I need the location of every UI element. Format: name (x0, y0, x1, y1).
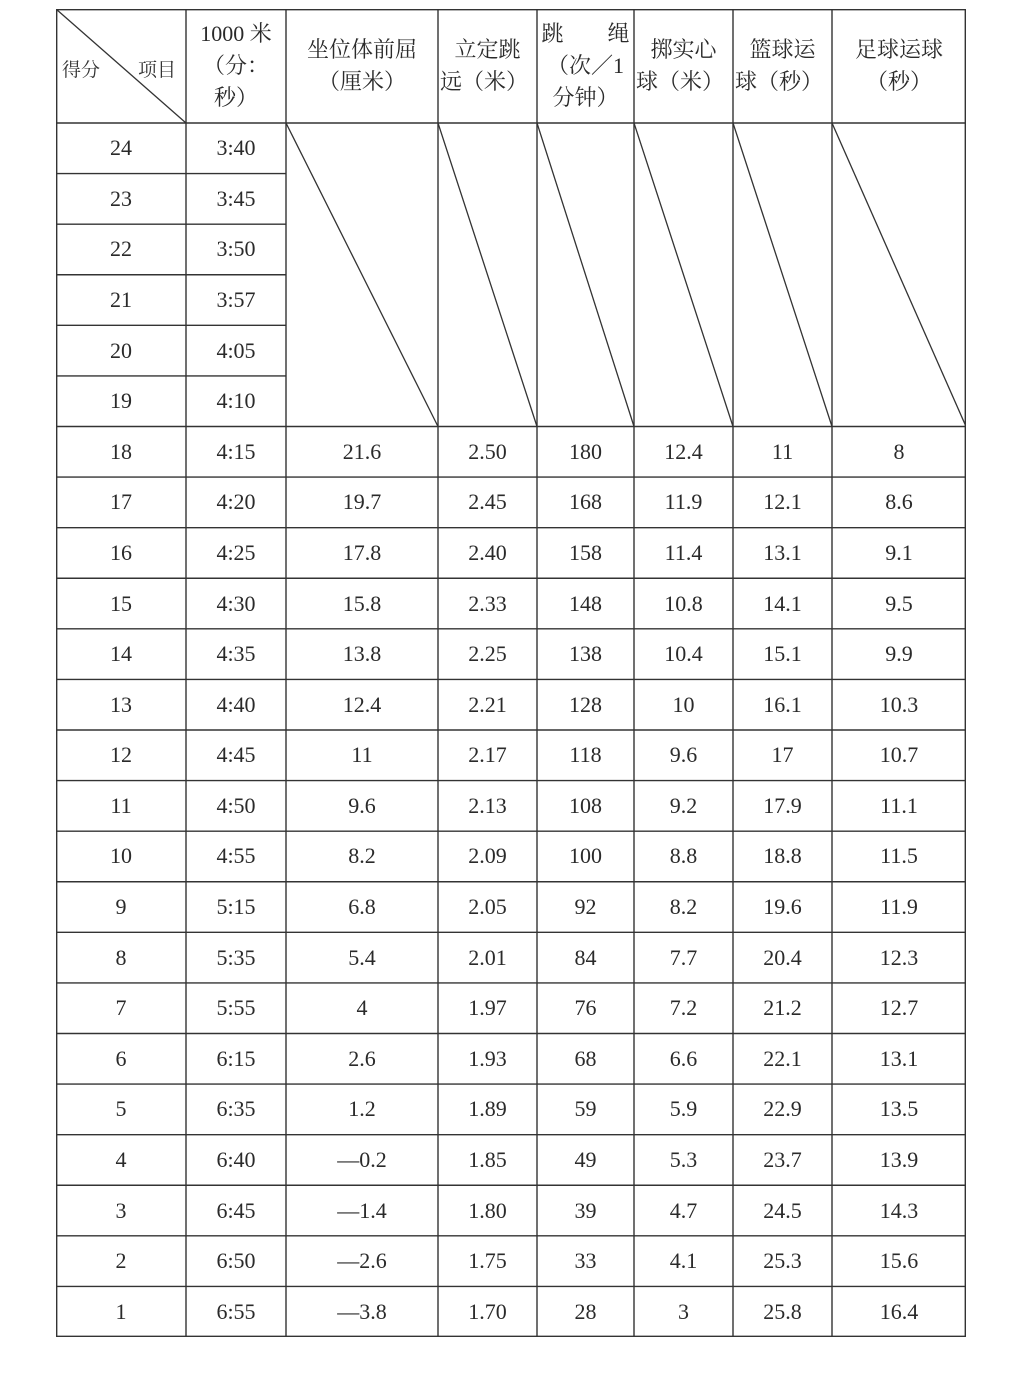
cell-sit-and-reach: —3.8 (337, 1298, 387, 1324)
cell-football-dribble: 15.6 (879, 1248, 919, 1274)
cell-run-1000m: 5:15 (216, 894, 256, 920)
cell-football-dribble: 8.6 (885, 489, 913, 515)
column-header-line: 球（秒） (735, 69, 824, 94)
cell-jump-rope: 128 (569, 691, 602, 717)
cell-football-dribble: 12.7 (879, 995, 919, 1021)
cell-basketball-dribble: 16.1 (763, 691, 802, 717)
column-header-line: （分： (202, 53, 269, 78)
cell-score: 14 (110, 641, 132, 667)
cell-sit-and-reach: 11 (351, 742, 373, 768)
cell-run-1000m: 6:40 (216, 1146, 256, 1172)
cell-standing-long-jump: 2.40 (468, 539, 507, 565)
cell-medicine-ball-throw: 3 (678, 1298, 689, 1324)
cell-football-dribble: 11.9 (880, 894, 918, 920)
cell-standing-long-jump: 2.50 (468, 438, 507, 464)
cell-basketball-dribble: 25.3 (763, 1248, 802, 1274)
cell-football-dribble: 9.5 (885, 590, 913, 616)
cell-score: 7 (115, 995, 127, 1021)
cell-basketball-dribble: 18.8 (763, 843, 802, 869)
cell-standing-long-jump: 1.93 (468, 1045, 507, 1071)
cell-sit-and-reach: 13.8 (342, 641, 382, 667)
cell-jump-rope: 39 (574, 1197, 597, 1223)
cell-jump-rope: 148 (569, 590, 602, 616)
cell-sit-and-reach: 4 (356, 995, 368, 1021)
cell-jump-rope: 59 (574, 1096, 597, 1122)
cell-run-1000m: 3:45 (216, 185, 256, 211)
cell-football-dribble: 8 (893, 438, 905, 464)
cell-football-dribble: 13.9 (879, 1146, 919, 1172)
cell-sit-and-reach: 6.8 (348, 894, 376, 920)
cell-medicine-ball-throw: 7.2 (669, 995, 698, 1021)
cell-jump-rope: 108 (569, 792, 602, 818)
cell-standing-long-jump: 2.17 (468, 742, 507, 768)
cell-sit-and-reach: 2.6 (348, 1045, 376, 1071)
cell-standing-long-jump: 1.75 (468, 1248, 507, 1274)
cell-run-1000m: 4:05 (216, 337, 256, 363)
cell-standing-long-jump: 1.80 (468, 1197, 507, 1223)
cell-basketball-dribble: 17 (771, 742, 794, 768)
corner-label-score: 得分 (62, 59, 101, 81)
cell-score: 12 (110, 742, 132, 768)
cell-score: 24 (110, 135, 132, 161)
cell-standing-long-jump: 1.85 (468, 1146, 507, 1172)
cell-jump-rope: 92 (574, 894, 597, 920)
cell-basketball-dribble: 22.1 (763, 1045, 802, 1071)
cell-football-dribble: 9.9 (885, 641, 913, 667)
column-header-line: 远（米） (440, 69, 529, 94)
column-header-line: 足球运球 (854, 37, 943, 62)
cell-football-dribble: 11.1 (880, 792, 918, 818)
column-header-line: 1000 米 (200, 21, 272, 46)
column-header-football-dribble (832, 9, 966, 123)
cell-medicine-ball-throw: 9.2 (669, 792, 698, 818)
cell-run-1000m: 4:45 (216, 742, 256, 768)
cell-basketball-dribble: 20.4 (763, 944, 802, 970)
cell-football-dribble: 9.1 (885, 539, 913, 565)
cell-sit-and-reach: 9.6 (348, 792, 376, 818)
cell-medicine-ball-throw: 9.6 (669, 742, 698, 768)
cell-run-1000m: 4:20 (216, 489, 256, 515)
cell-basketball-dribble: 15.1 (763, 641, 802, 667)
cell-standing-long-jump: 1.89 (468, 1096, 507, 1122)
cell-basketball-dribble: 17.9 (763, 792, 802, 818)
cell-jump-rope: 168 (569, 489, 602, 515)
cell-jump-rope: 68 (574, 1045, 597, 1071)
cell-sit-and-reach: 12.4 (342, 691, 382, 717)
cell-medicine-ball-throw: 8.8 (669, 843, 698, 869)
cell-jump-rope: 158 (569, 539, 602, 565)
cell-run-1000m: 6:15 (216, 1045, 256, 1071)
column-header-line: 跳 绳 (541, 21, 630, 46)
cell-score: 6 (115, 1045, 127, 1071)
cell-jump-rope: 118 (569, 742, 602, 768)
cell-standing-long-jump: 2.45 (468, 489, 507, 515)
cell-score: 17 (110, 489, 132, 515)
cell-score: 5 (115, 1096, 127, 1122)
cell-jump-rope: 100 (569, 843, 602, 869)
cell-standing-long-jump: 2.09 (468, 843, 507, 869)
cell-standing-long-jump: 1.70 (468, 1298, 507, 1324)
cell-football-dribble: 13.1 (879, 1045, 919, 1071)
cell-basketball-dribble: 12.1 (763, 489, 802, 515)
cell-score: 9 (115, 894, 127, 920)
cell-basketball-dribble: 14.1 (763, 590, 802, 616)
cell-standing-long-jump: 2.01 (468, 944, 507, 970)
cell-standing-long-jump: 1.97 (468, 995, 507, 1021)
cell-football-dribble: 11.5 (880, 843, 918, 869)
cell-score: 16 (110, 539, 132, 565)
cell-standing-long-jump: 2.21 (468, 691, 507, 717)
cell-medicine-ball-throw: 6.6 (669, 1045, 698, 1071)
cell-sit-and-reach: 8.2 (348, 843, 376, 869)
column-header-jump-rope (537, 9, 634, 123)
cell-standing-long-jump: 2.05 (468, 894, 507, 920)
column-header-line: （厘米） (317, 69, 406, 94)
cell-standing-long-jump: 2.33 (468, 590, 507, 616)
cell-score: 2 (115, 1248, 127, 1274)
cell-basketball-dribble: 22.9 (763, 1096, 802, 1122)
column-header-standing-long-jump (438, 9, 537, 123)
column-header-line: 秒） (213, 85, 258, 110)
cell-score: 23 (110, 185, 132, 211)
cell-sit-and-reach: 15.8 (342, 590, 382, 616)
cell-basketball-dribble: 11 (771, 438, 794, 464)
column-header-line: 篮球运 (749, 37, 816, 62)
cell-jump-rope: 49 (574, 1146, 597, 1172)
column-header-line: （秒） (865, 69, 932, 94)
cell-basketball-dribble: 19.6 (763, 894, 802, 920)
cell-score: 10 (110, 843, 132, 869)
cell-medicine-ball-throw: 10.4 (664, 641, 703, 667)
cell-basketball-dribble: 21.2 (763, 995, 802, 1021)
cell-score: 15 (110, 590, 132, 616)
column-header-basketball-dribble (733, 9, 832, 123)
cell-medicine-ball-throw: 4.1 (669, 1248, 698, 1274)
cell-score: 18 (110, 438, 132, 464)
cell-medicine-ball-throw: 11.4 (664, 539, 703, 565)
cell-basketball-dribble: 25.8 (763, 1298, 802, 1324)
cell-sit-and-reach: 1.2 (348, 1096, 376, 1122)
cell-medicine-ball-throw: 7.7 (669, 944, 698, 970)
cell-medicine-ball-throw: 8.2 (669, 894, 698, 920)
cell-run-1000m: 4:15 (216, 438, 256, 464)
cell-run-1000m: 6:35 (216, 1096, 256, 1122)
cell-jump-rope: 84 (574, 944, 597, 970)
column-header-line: 坐位体前屈 (306, 37, 417, 62)
cell-score: 4 (115, 1146, 127, 1172)
cell-run-1000m: 4:30 (216, 590, 256, 616)
cell-sit-and-reach: 21.6 (342, 438, 382, 464)
cell-score: 22 (110, 236, 132, 262)
column-header-line: （次／1 (546, 53, 624, 78)
cell-standing-long-jump: 2.13 (468, 792, 507, 818)
cell-jump-rope: 28 (574, 1298, 597, 1324)
cell-run-1000m: 4:35 (216, 641, 256, 667)
cell-football-dribble: 12.3 (879, 944, 919, 970)
cell-football-dribble: 10.3 (879, 691, 919, 717)
cell-basketball-dribble: 23.7 (763, 1146, 802, 1172)
cell-jump-rope: 76 (574, 995, 597, 1021)
column-header-line: 立定跳 (454, 37, 521, 62)
cell-sit-and-reach: —0.2 (337, 1146, 387, 1172)
cell-score: 1 (115, 1298, 127, 1324)
cell-medicine-ball-throw: 5.3 (669, 1146, 698, 1172)
cell-run-1000m: 6:50 (216, 1248, 256, 1274)
cell-run-1000m: 5:35 (216, 944, 256, 970)
cell-medicine-ball-throw: 11.9 (664, 489, 703, 515)
cell-basketball-dribble: 24.5 (763, 1197, 802, 1223)
cell-jump-rope: 33 (574, 1248, 597, 1274)
cell-sit-and-reach: —1.4 (337, 1197, 387, 1223)
cell-score: 19 (110, 388, 132, 414)
cell-run-1000m: 4:55 (216, 843, 256, 869)
cell-run-1000m: 4:25 (216, 539, 256, 565)
corner-label-item: 项目 (138, 59, 177, 81)
cell-football-dribble: 14.3 (879, 1197, 919, 1223)
cell-basketball-dribble: 13.1 (763, 539, 802, 565)
cell-standing-long-jump: 2.25 (468, 641, 507, 667)
cell-score: 3 (115, 1197, 127, 1223)
cell-medicine-ball-throw: 5.9 (669, 1096, 698, 1122)
column-header-line: 掷实心 (650, 37, 717, 62)
cell-run-1000m: 3:50 (216, 236, 256, 262)
cell-run-1000m: 4:40 (216, 691, 256, 717)
cell-score: 20 (110, 337, 132, 363)
cell-sit-and-reach: 17.8 (342, 539, 382, 565)
cell-score: 13 (110, 691, 132, 717)
cell-football-dribble: 10.7 (879, 742, 919, 768)
column-header-run-1000m (186, 9, 286, 123)
column-header-line: 分钟） (552, 85, 619, 110)
cell-sit-and-reach: 19.7 (342, 489, 382, 515)
cell-medicine-ball-throw: 10.8 (664, 590, 703, 616)
cell-score: 8 (115, 944, 127, 970)
cell-medicine-ball-throw: 10 (672, 691, 695, 717)
cell-medicine-ball-throw: 4.7 (669, 1197, 698, 1223)
cell-run-1000m: 4:10 (216, 388, 256, 414)
score-table (56, 9, 966, 1337)
cell-run-1000m: 6:55 (216, 1298, 256, 1324)
cell-sit-and-reach: 5.4 (348, 944, 376, 970)
cell-football-dribble: 16.4 (879, 1298, 919, 1324)
column-header-medicine-ball-throw (634, 9, 733, 123)
cell-score: 11 (110, 792, 132, 818)
cell-jump-rope: 138 (569, 641, 602, 667)
cell-medicine-ball-throw: 12.4 (664, 438, 703, 464)
column-header-sit-and-reach (286, 9, 438, 123)
cell-run-1000m: 6:45 (216, 1197, 256, 1223)
cell-sit-and-reach: —2.6 (337, 1248, 387, 1274)
cell-run-1000m: 4:50 (216, 792, 256, 818)
cell-jump-rope: 180 (569, 438, 602, 464)
cell-football-dribble: 13.5 (879, 1096, 919, 1122)
cell-score: 21 (110, 287, 132, 313)
cell-run-1000m: 3:57 (216, 287, 256, 313)
cell-run-1000m: 5:55 (216, 995, 256, 1021)
cell-run-1000m: 3:40 (216, 135, 256, 161)
column-header-line: 球（米） (636, 69, 725, 94)
